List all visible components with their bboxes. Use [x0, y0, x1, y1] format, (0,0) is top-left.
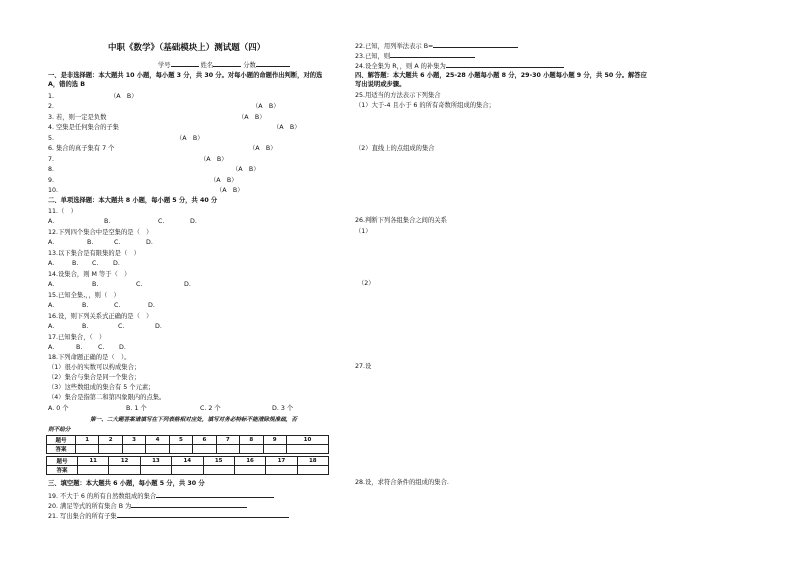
- mc-option[interactable]: D. 3 个: [272, 405, 294, 412]
- student-id-field[interactable]: [171, 60, 199, 67]
- q18-statement: （4）集合是指第二和第四象限内的点集。: [48, 394, 166, 401]
- mc-question-15: 15.已知全集,，，则（ ）: [48, 292, 120, 299]
- mc-option[interactable]: C.: [118, 323, 125, 330]
- mc-option[interactable]: B.: [82, 323, 89, 330]
- answer-cell[interactable]: [146, 445, 169, 454]
- table-cell: 9: [263, 436, 286, 445]
- tf-choice-10[interactable]: （A B）: [216, 187, 244, 194]
- tf-choice-5[interactable]: （A B）: [176, 135, 204, 142]
- mc-option[interactable]: C.: [98, 344, 105, 351]
- answer-cell[interactable]: [286, 445, 328, 454]
- section4-heading: 四、解答题：本大题共 6 小题，25-28 小题每小题 8 分，29-30 小题每小题 9 分，共 50 分。解答应: [355, 72, 647, 79]
- mc-option[interactable]: B.: [76, 344, 83, 351]
- tf-choice-2[interactable]: （A B）: [252, 103, 280, 110]
- mc-option[interactable]: A.: [48, 281, 55, 288]
- table-cell: 13: [140, 457, 171, 466]
- section4-heading-cont: 写出说明或步骤。: [355, 81, 406, 88]
- answer-cell[interactable]: [76, 445, 99, 454]
- table-cell: 8: [240, 436, 263, 445]
- mc-question-14: 14.设集合，则 M 等于（ ）: [48, 271, 131, 278]
- mc-option[interactable]: B. 1 个: [126, 405, 147, 412]
- tf-item-5: 5.: [48, 135, 55, 142]
- exam-title: 中职《数学》（基础模块上）测试题（四）: [108, 43, 266, 53]
- q18-statement: （3）这些数组成的集合有 5 个元素；: [48, 384, 155, 391]
- mc-option[interactable]: A.: [48, 344, 55, 351]
- answer-table-top: [46, 435, 329, 454]
- mc-option[interactable]: D.: [155, 323, 162, 330]
- table-cell: 16: [234, 457, 265, 466]
- table-cell: 7: [216, 436, 239, 445]
- answer-notice: 第一、二大题答案请填写在下列表格相对应处，填写对务必特标不能清除规准疏，否: [90, 417, 297, 423]
- tf-choice-6[interactable]: （A B）: [249, 145, 277, 152]
- table-cell: 18: [297, 457, 328, 466]
- answer-cell[interactable]: [169, 445, 192, 454]
- mc-option[interactable]: D.: [184, 281, 191, 288]
- q20-answer-blank[interactable]: [131, 501, 247, 508]
- mc-option[interactable]: C. 2 个: [200, 405, 221, 412]
- table-cell: 11: [78, 457, 109, 466]
- mc-option[interactable]: B.: [87, 239, 94, 246]
- table-cell: 2: [99, 436, 122, 445]
- mc-option[interactable]: A.: [48, 302, 55, 309]
- q21-text: 21. 写出集合的所有子集: [48, 513, 117, 520]
- tf-item-10: 10.: [48, 187, 59, 194]
- answer-cell[interactable]: [193, 445, 216, 454]
- answer-cell[interactable]: [297, 466, 328, 475]
- section3-heading: 三、填空题：本大题共 6 小题，每小题 5 分，共 30 分: [48, 480, 205, 487]
- tf-choice-7[interactable]: （A B）: [200, 156, 228, 163]
- answer-cell[interactable]: [109, 466, 140, 475]
- tf-item-3: 3. 若，则一定是负数: [48, 114, 107, 121]
- tf-choice-1[interactable]: （A B）: [110, 93, 138, 100]
- answer-cell[interactable]: [78, 466, 109, 475]
- mc-option[interactable]: D.: [146, 239, 153, 246]
- mc-option[interactable]: C.: [114, 239, 121, 246]
- mc-question-18: 18.下列命题正确的是（ ）。: [48, 354, 131, 361]
- table-cell: 14: [172, 457, 203, 466]
- q20-text: 20. 满足等式的所有集合 B 为: [48, 503, 132, 510]
- answer-cell[interactable]: [140, 466, 171, 475]
- mc-option[interactable]: B.: [72, 260, 79, 267]
- q23-answer-blank[interactable]: [390, 51, 475, 58]
- tf-item-1: 1.: [48, 93, 55, 100]
- table-cell: 12: [109, 457, 140, 466]
- mc-option[interactable]: D.: [113, 260, 120, 267]
- q18-statement: （1）很小的实数可以构成集合；: [48, 364, 141, 371]
- question-26-part-2: （2）: [358, 280, 375, 287]
- q22-answer-blank[interactable]: [433, 41, 518, 48]
- table-cell: 6: [193, 436, 216, 445]
- answer-cell[interactable]: [122, 445, 145, 454]
- section1-heading-cont: A，错的选 B: [48, 81, 86, 88]
- tf-item-7: 7.: [48, 156, 55, 163]
- q18-statement: （2）集合与集合是同一个集合；: [48, 374, 141, 381]
- q24-text: 24.设全集为 R，，则 A 的补集为: [355, 63, 446, 70]
- score-field[interactable]: [256, 60, 290, 67]
- table-cell: 5: [169, 436, 192, 445]
- mc-option[interactable]: C.: [158, 218, 165, 225]
- mc-option[interactable]: B.: [92, 281, 99, 288]
- mc-option[interactable]: A.: [48, 260, 55, 267]
- question-25-part-1: （1）大于-4 且小于 6 的所有奇数所组成的集合；: [355, 102, 495, 109]
- mc-question-17: 17.已知集合，（ ）: [48, 334, 106, 341]
- tf-item-8: 8.: [48, 166, 55, 173]
- mc-question-13: 13.以下集合是有限集的是（ ）: [48, 250, 140, 257]
- answer-cell[interactable]: [240, 445, 263, 454]
- mc-option[interactable]: A.: [48, 239, 55, 246]
- tf-choice-3[interactable]: （A B）: [238, 114, 266, 121]
- student-info: [158, 60, 290, 70]
- question-27: 27.设: [355, 363, 372, 370]
- mc-question-12: 12.下列四个集合中是空集的是（ ）: [48, 229, 153, 236]
- mc-option[interactable]: A.: [48, 218, 55, 225]
- answer-cell[interactable]: [216, 445, 239, 454]
- mc-option[interactable]: C.: [114, 302, 121, 309]
- tf-item-2: 2.: [48, 103, 55, 110]
- answer-cell[interactable]: [99, 445, 122, 454]
- answer-cell[interactable]: [203, 466, 234, 475]
- mc-question-11: 11.（ ）: [48, 208, 77, 215]
- answer-table-bottom: [46, 456, 329, 475]
- mc-option[interactable]: B.: [82, 302, 89, 309]
- q22-text: 22.已知，用列举法表示 B=: [355, 43, 434, 50]
- student-name-label: 姓名: [200, 62, 214, 69]
- table-header-cell: 答案: [47, 445, 76, 454]
- table-cell: 3: [122, 436, 145, 445]
- section2-heading: 二、单项选择题：本大题共 8 小题，每小题 5 分，共 40 分: [48, 197, 218, 204]
- table-header-cell: 题号: [47, 436, 76, 445]
- q23-text: 23.已知，则: [355, 53, 391, 60]
- mc-option[interactable]: B.: [104, 218, 111, 225]
- q21-answer-blank[interactable]: [117, 511, 289, 518]
- q24-answer-blank[interactable]: [446, 61, 564, 68]
- question-26: 26.判断下列各组集合之间的关系: [355, 217, 447, 224]
- mc-option[interactable]: D.: [119, 344, 126, 351]
- table-cell: 10: [286, 436, 328, 445]
- mc-option[interactable]: C.: [92, 260, 99, 267]
- table-cell: 15: [203, 457, 234, 466]
- table-header-cell: 题号: [47, 457, 78, 466]
- table-header-cell: 答案: [47, 466, 78, 475]
- q19-answer-blank[interactable]: [156, 491, 274, 498]
- table-cell: 1: [76, 436, 99, 445]
- question-25-part-2: （2）直线上的点组成的集合: [355, 145, 435, 152]
- fill-question-23: [355, 51, 475, 61]
- section1-heading: 一、是非选择题：本大题共 10 小题，每小题 3 分，共 30 分。对每小题的命题作出判断，对的选: [48, 72, 323, 79]
- mc-option[interactable]: D.: [148, 302, 155, 309]
- fill-question-24: [355, 61, 564, 71]
- student-id-label: 学号: [158, 62, 171, 69]
- table-cell: 17: [266, 457, 297, 466]
- mc-option[interactable]: A.: [48, 323, 55, 330]
- mc-option[interactable]: C.: [136, 281, 143, 288]
- score-label: 分数: [243, 62, 256, 69]
- table-cell: 4: [146, 436, 169, 445]
- answer-cell[interactable]: [172, 466, 203, 475]
- fill-question-19: [48, 491, 274, 501]
- fill-question-21: [48, 511, 289, 521]
- mc-option[interactable]: A. 0 个: [48, 405, 69, 412]
- tf-item-4: 4. 空集是任何集合的子集: [48, 124, 119, 131]
- tf-item-6: 6. 集合的真子集有 7 个: [48, 145, 115, 152]
- mc-option[interactable]: D.: [190, 218, 197, 225]
- mc-question-16: 16.设，则下列关系式正确的是（ ）: [48, 313, 153, 320]
- q19-text: 19. 不大于 6 的所有自然数组成的集合: [48, 493, 157, 500]
- answer-cell[interactable]: [234, 466, 265, 475]
- answer-cell[interactable]: [263, 445, 286, 454]
- question-26-part-1: （1）: [355, 228, 372, 235]
- tf-choice-8[interactable]: （A B）: [232, 166, 260, 173]
- answer-cell[interactable]: [266, 466, 297, 475]
- question-28: 28.设，求符合条件的组成的集合.: [355, 479, 449, 486]
- tf-choice-4[interactable]: （A B）: [273, 124, 301, 131]
- fill-question-22: [355, 41, 518, 51]
- student-name-field[interactable]: [213, 60, 241, 67]
- fill-question-20: [48, 501, 247, 511]
- tf-item-9: 9.: [48, 177, 55, 184]
- question-25: 25.用适当的方法表示下列集合: [355, 92, 441, 99]
- tf-choice-9[interactable]: （A B）: [210, 177, 238, 184]
- answer-notice-cont: 则不给分: [48, 427, 71, 433]
